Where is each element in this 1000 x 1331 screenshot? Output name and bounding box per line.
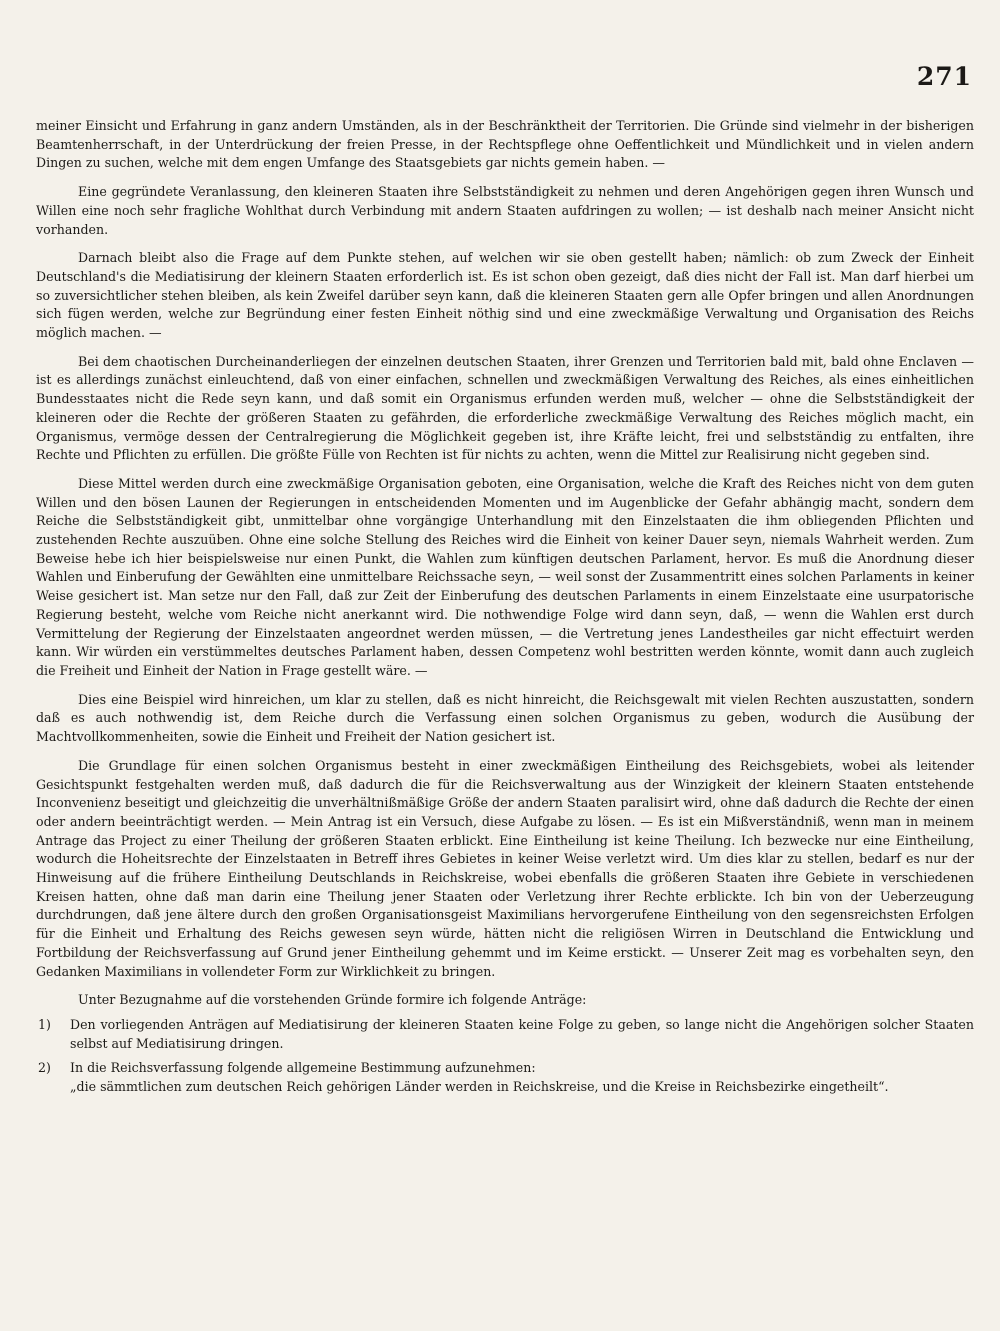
motion-text: Den vorliegenden Anträgen auf Mediatisirung der kleineren Staaten keine Folge zu geben, so lange nicht die Angehörigen solcher Staaten selbst auf Mediatisirung dringen.: [70, 1016, 974, 1051]
motion-item: [36, 1059, 974, 1096]
page-number: 271: [916, 62, 972, 91]
paragraph: Eine gegründete Veranlassung, den kleineren Staaten ihre Selbstständigkeit zu nehmen und deren Angehörigen gegen ihren Wunsch und Willen eine noch sehr fragliche Wohlthat durch Verbindung mit andern Staaten aufdringen zu wollen; — ist deshalb nach meiner Ansicht nicht vorhanden.: [36, 184, 974, 237]
paragraph: meiner Einsicht und Erfahrung in ganz andern Umständen, als in der Beschränktheit der Territorien. Die Gründe sind vielmehr in der bisherigen Beamtenherrschaft, in der Unterdrückung der freien Presse, in der Rechtspflege ohne Oeffentlichkeit und Mündlichkeit und in vielen andern Dingen zu suchen, welche mit dem engen Umfange des Staatsgebiets gar nichts gemein haben. —: [36, 118, 974, 171]
paragraph: Bei dem chaotischen Durcheinanderliegen der einzelnen deutschen Staaten, ihrer Grenzen und Territorien bald mit, bald ohne Enclaven — ist es allerdings zunächst einleuchtend, daß von einer einfachen, schnellen und zweckmäßigen Verwaltung des Reiches, als eines einheitlichen Bundesstaates nicht die Rede seyn kann, und daß somit ein Organismus erfunden werden muß, welcher — ohne die Selbstständigkeit der kleineren oder die Rechte der größeren Staaten zu gefährden, die erforderliche zweckmäßige Verwaltung des Reiches möglich macht, ein Organismus, vermöge dessen der Centralregierung die Möglichkeit gegeben ist, ihre Kräfte leicht, frei und selbstständig zu entfalten, ihre Rechte und Pflichten zu erfüllen. Die größte Fülle von Rechten ist für nichts zu achten, wenn die Mittel zur Realisirung nicht gegeben sind.: [36, 353, 974, 463]
motion-text: In die Reichsverfassung folgende allgemeine Bestimmung aufzunehmen:: [70, 1060, 536, 1076]
paragraph: Die Grundlage für einen solchen Organismus besteht in einer zweckmäßigen Eintheilung des Reichsgebiets, wobei als leitender Gesichtspunkt festgehalten werden muß, daß dadurch die für die Reichsverwaltung aus der Winzigkeit der kleinern Staaten entstehende Inconvenienz beseitigt und gleichzeitig die unverhältnißmäßige Größe der andern Staaten paralisirt wird, ohne daß dadurch die Rechte der einen oder andern beeinträchtigt werden. — Mein Antrag ist ein Versuch, diese Aufgabe zu lösen. — Es ist ein Mißverständniß, wenn man in meinem Antrage das Project zu einer Theilung der größeren Staaten erblickt. Eine Eintheilung ist keine Theilung. Ich bezwecke nur eine Eintheilung, wodurch die Hoheitsrechte der Einzelstaaten in Betreff ihres Gebietes in keiner Weise verletzt wird. Um dies klar zu stellen, bedarf es nur der Hinweisung auf die frühere Eintheilung Deutschlands in Reichskreise, wobei ebenfalls die größeren Staaten ihre Gebiete in verschiedenen Kreisen hatten, ohne daß man darin eine Theilung jener Staaten oder Verletzung ihrer Rechte erblickte. Ich bin von der Ueberzeugung durchdrungen, daß jene ältere durch den großen Organisationsgeist Maximilians hervorgerufene Eintheilung von den segensreichsten Erfolgen für die Einheit und Erhaltung des Reichs gewesen seyn würde, hätten nicht die religiösen Wirren in Deutschland die Entwicklung und Fortbildung der Reichsverfassung auf Grund jener Eintheilung gehemmt und im Keime erstickt. — Unserer Zeit mag es vorbehalten seyn, den Gedanken Maximilians in vollendeter Form zur Wirklichkeit zu bringen.: [36, 757, 974, 979]
motion-item: [36, 1016, 974, 1053]
motion-number: 1): [38, 1016, 51, 1032]
paragraph: Diese Mittel werden durch eine zweckmäßige Organisation geboten, eine Organisation, welche die Kraft des Reiches nicht von dem guten Willen und den bösen Launen der Regierungen in entscheidenden Momenten und im Augenblicke der Gefahr abhängig macht, sondern dem Reiche die Selbstständigkeit gibt, unmittelbar ohne vorgängige Unterhandlung mit den Einzelstaaten die ihm obliegenden Pflichten und zustehenden Rechte auszuüben. Ohne eine solche Stellung des Reiches wird die Einheit von keiner Dauer seyn, niemals Wahrheit werden. Zum Beweise hebe ich hier beispielsweise nur einen Punkt, die Wahlen zum künftigen deutschen Parlament, hervor. Es muß die Anordnung dieser Wahlen und Einberufung der Gewählten eine unmittelbare Reichssache seyn, — weil sonst der Zusammentritt eines solchen Parlaments in keiner Weise gesichert ist. Man setze nur den Fall, daß zur Zeit der Einberufung des deutschen Parlaments in einem Einzelstaate eine usurpatorische Regierung besteht, welche vom Reiche nicht anerkannt wird. Die nothwendige Folge wird dann seyn, daß, — wenn die Wahlen erst durch Vermittelung der Regierung der Einzelstaaten angeordnet werden müssen, — die Vertretung jenes Landestheiles gar nicht effectuirt werden kann. Wir würden ein verstümmeltes deutsches Parlament haben, dessen Competenz wohl bestritten werden könnte, womit dann auch zugleich die Freiheit und Einheit der Nation in Frage gestellt wäre. —: [36, 475, 974, 678]
motions-intro: Unter Bezugnahme auf die vorstehenden Gründe formire ich folgende Anträge:: [78, 992, 587, 1008]
body-text: [36, 117, 974, 1103]
paragraph: Dies eine Beispiel wird hinreichen, um klar zu stellen, daß es nicht hinreicht, die Reichsgewalt mit vielen Rechten auszustatten, sondern daß es auch nothwendig ist, dem Reiche durch die Verfassung einen solchen Organismus zu geben, wodurch die Ausübung der Machtvollkommenheiten, sowie die Einheit und Freiheit der Nation gesichert ist.: [36, 691, 974, 745]
motion-body: [70, 1059, 974, 1096]
paragraph: Darnach bleibt also die Frage auf dem Punkte stehen, auf welchen wir sie oben gestellt haben; nämlich: ob zum Zweck der Einheit Deutschland's die Mediatisirung der kleinern Staaten erforderlich ist. Es ist schon oben gezeigt, daß dies nicht der Fall ist. Man darf hierbei um so zuversichtlicher stehen bleiben, als kein Zweifel darüber seyn kann, daß die kleineren Staaten gern alle Opfer bringen und allen Anordnungen sich fügen werden, welche zur Begründung einer festen Einheit nöthig sind und eine zweckmäßige Verwaltung und Organisation des Reichs möglich machen. —: [36, 250, 974, 341]
motion-number: 2): [38, 1060, 51, 1076]
motion-quote: „die sämmtlichen zum deutschen Reich gehörigen Länder werden in Reichskreise, und die Kreise in Reichsbezirke eingetheilt“.: [70, 1079, 889, 1095]
